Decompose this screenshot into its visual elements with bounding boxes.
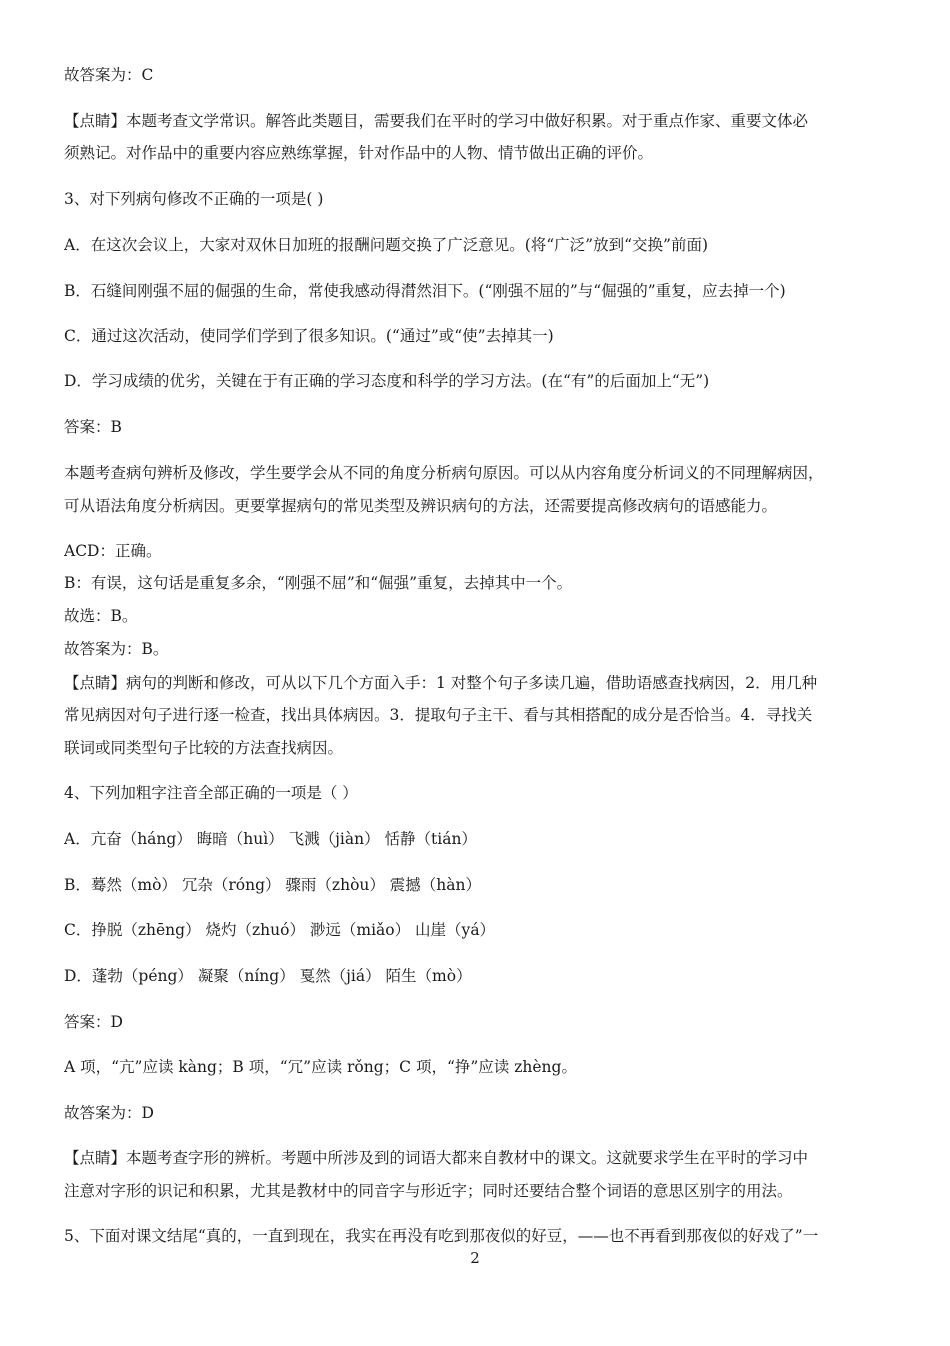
question-title: 3、对下列病句修改不正确的一项是( ) <box>64 190 324 208</box>
option-line: D．蓬勃（péng） 凝聚（níng） 戛然（jiá） 陌生（mò） <box>64 967 472 985</box>
option-line: A．在这次会议上，大家对双休日加班的报酬问题交换了广泛意见。(将“广泛”放到“交换”前面) <box>64 236 708 254</box>
text-line: B：有误，这句话是重复多余，“刚强不屈”和“倔强”重复，去掉其中一个。 <box>64 574 573 592</box>
answer-line: 答案：B <box>64 418 122 436</box>
answer-line: 答案：D <box>64 1013 123 1031</box>
text-line: A 项，“亢”应读 kàng；B 项，“冗”应读 rǒng；C 项，“挣”应读 zhèng。 <box>64 1058 577 1076</box>
text-line: 【点睛】本题考查文学常识。解答此类题目，需要我们在平时的学习中做好积累。对于重点作家、重要文体必 <box>64 112 809 130</box>
option-line: D．学习成绩的优劣，关键在于有正确的学习态度和科学的学习方法。(在“有”的后面加上“无”) <box>64 372 710 390</box>
text-line: 故选：B。 <box>64 607 138 625</box>
question-title: 4、下列加粗字注音全部正确的一项是（ ） <box>64 784 358 802</box>
option-line: C．通过这次活动，使同学们学到了很多知识。(“通过”或“使”去掉其一) <box>64 327 554 345</box>
text-line: 常见病因对句子进行逐一检查，找出具体病因。3．提取句子主干、看与其相搭配的成分是否恰当。4．寻找关 <box>64 706 813 724</box>
option-line: B．石缝间刚强不屈的倔强的生命，常使我感动得潸然泪下。(“刚强不屈的”与“倔强的”重复，应去掉一个) <box>64 282 786 300</box>
text-line: 须熟记。对作品中的重要内容应熟练掌握，针对作品中的人物、情节做出正确的评价。 <box>64 144 654 162</box>
text-line: 注意对字形的识记和积累，尤其是教材中的同音字与形近字；同时还要结合整个词语的意思区别字的用法。 <box>64 1182 793 1200</box>
text-line: 本题考查病句辨析及修改，学生要学会从不同的角度分析病句原因。可以从内容角度分析词义的不同理解病因， <box>64 464 824 482</box>
text-line: 故答案为：B。 <box>64 640 169 658</box>
text-line: 故答案为：C <box>64 66 154 84</box>
text-line: 故答案为：D <box>64 1104 154 1122</box>
text-line: ACD：正确。 <box>64 542 162 560</box>
text-line: 可从语法角度分析病因。更要掌握病句的常见类型及辨识病句的方法，还需要提高修改病句的语感能力。 <box>64 497 778 515</box>
question-title: 5、下面对课文结尾“真的，一直到现在，我实在再没有吃到那夜似的好豆，——也不再看到那夜似的好戏了”一 <box>64 1227 819 1245</box>
text-line: 【点睛】病句的判断和修改，可从以下几个方面入手：1 对整个句子多读几遍，借助语感查找病因，2．用几种 <box>64 674 818 692</box>
option-line: B．蓦然（mò） 冗杂（róng） 骤雨（zhòu） 震撼（hàn） <box>64 876 482 894</box>
option-line: C．挣脱（zhēng） 烧灼（zhuó） 渺远（miǎo） 山崖（yá） <box>64 921 496 939</box>
text-line: 联词或同类型句子比较的方法查找病因。 <box>64 739 344 757</box>
option-line: A．亢奋（háng） 晦暗（huì） 飞溅（jiàn） 恬静（tián） <box>64 830 477 848</box>
text-line: 【点睛】本题考查字形的辨析。考题中所涉及到的词语大都来自教材中的课文。这就要求学生在平时的学习中 <box>64 1149 809 1167</box>
page-number: 2 <box>470 1249 480 1267</box>
